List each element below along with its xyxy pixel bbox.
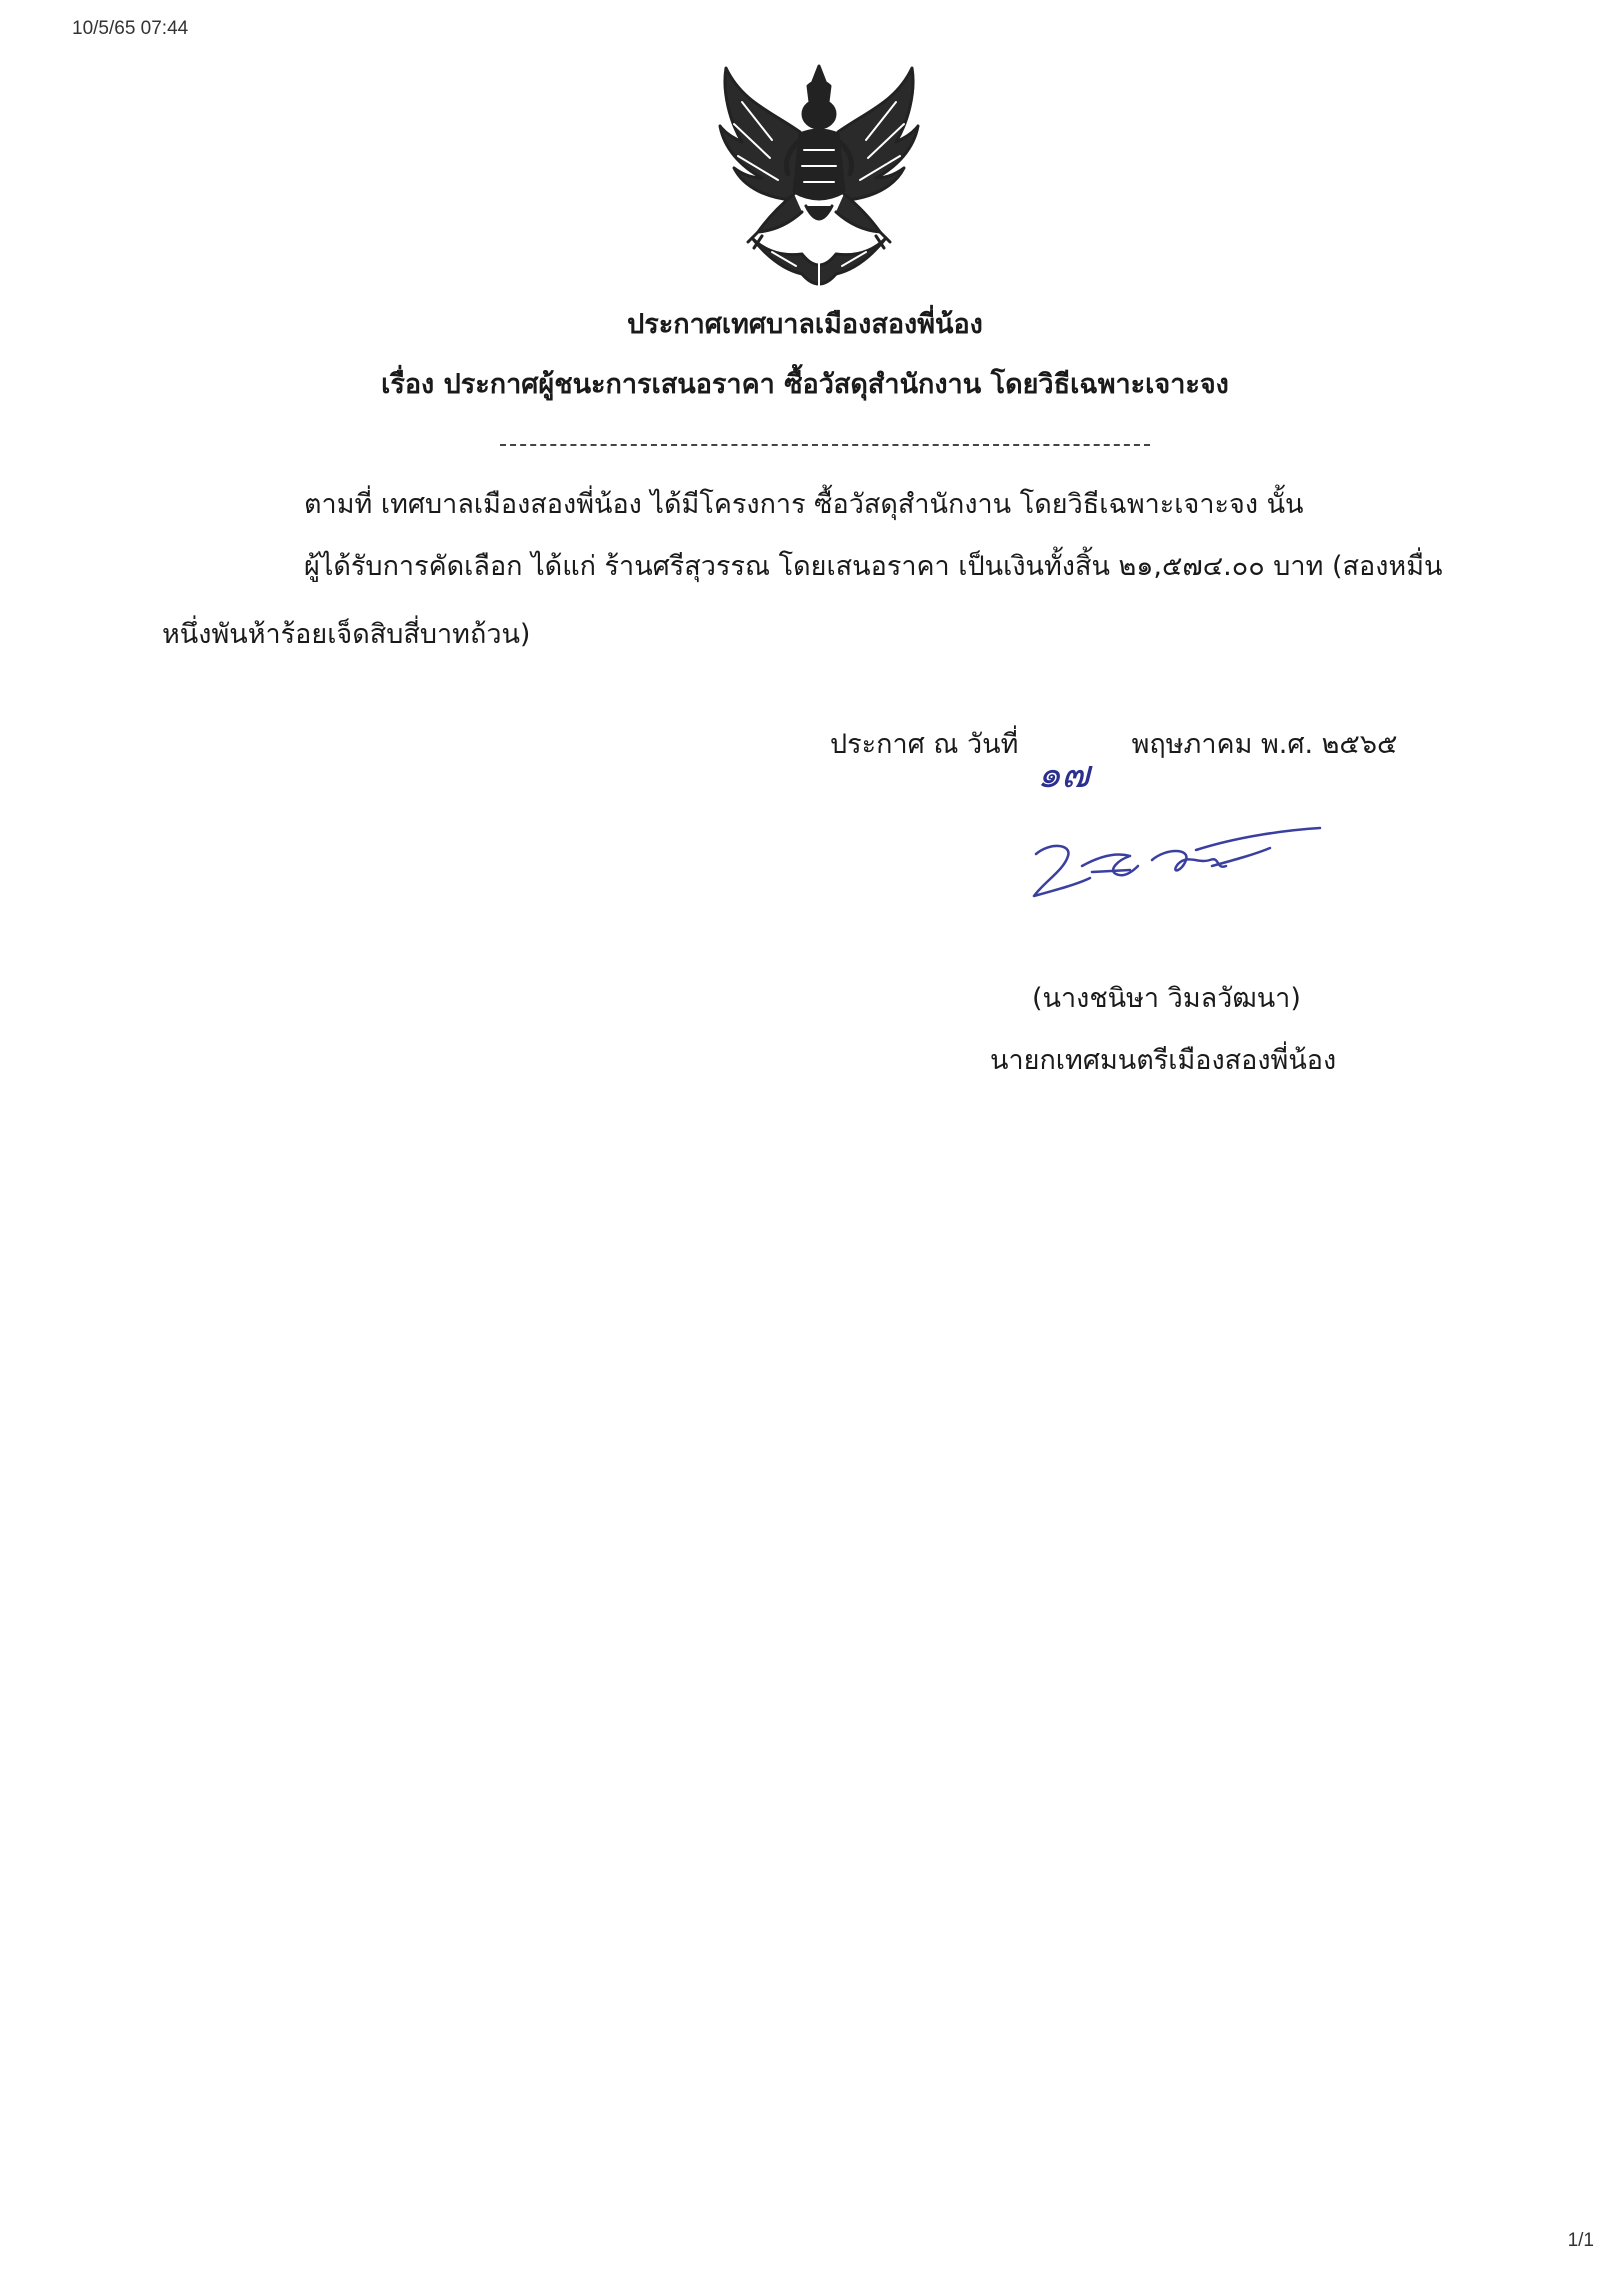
body-paragraph-1: ตามที่ เทศบาลเมืองสองพี่น้อง ได้มีโครงการ ซื้อวัสดุสำนักงาน โดยวิธีเฉพาะเจาะจง นั้น [304, 489, 1304, 520]
document-subject: เรื่อง ประกาศผู้ชนะการเสนอราคา ซื้อวัสดุสำนักงาน โดยวิธีเฉพาะเจาะจง [381, 369, 1229, 400]
handwritten-day: ๑๗ [1037, 752, 1090, 796]
date-suffix: พฤษภาคม พ.ศ. ๒๕๖๕ [1131, 729, 1398, 760]
body-paragraph-2: ผู้ได้รับการคัดเลือก ได้แก่ ร้านศรีสุวรรณ โดยเสนอราคา เป็นเงินทั้งสิ้น ๒๑,๕๗๔.๐๐ บาท (สองหมื่น [304, 551, 1443, 582]
signer-position: นายกเทศมนตรีเมืองสองพี่น้อง [990, 1045, 1337, 1076]
dashed-divider [500, 444, 1150, 446]
garuda-emblem-icon [712, 62, 926, 300]
signer-name: (นางชนิษา วิมลวัฒนา) [1032, 983, 1301, 1014]
page-counter: 1/1 [1567, 2230, 1594, 2251]
print-timestamp: 10/5/65 07:44 [72, 18, 189, 39]
announcement-date [830, 722, 1398, 796]
signature-scribble [1020, 826, 1340, 916]
date-prefix: ประกาศ ณ วันที่ [830, 729, 1019, 760]
document-title: ประกาศเทศบาลเมืองสองพี่น้อง [627, 309, 983, 340]
body-paragraph-3: หนึ่งพันห้าร้อยเจ็ดสิบสี่บาทถ้วน) [162, 619, 531, 650]
